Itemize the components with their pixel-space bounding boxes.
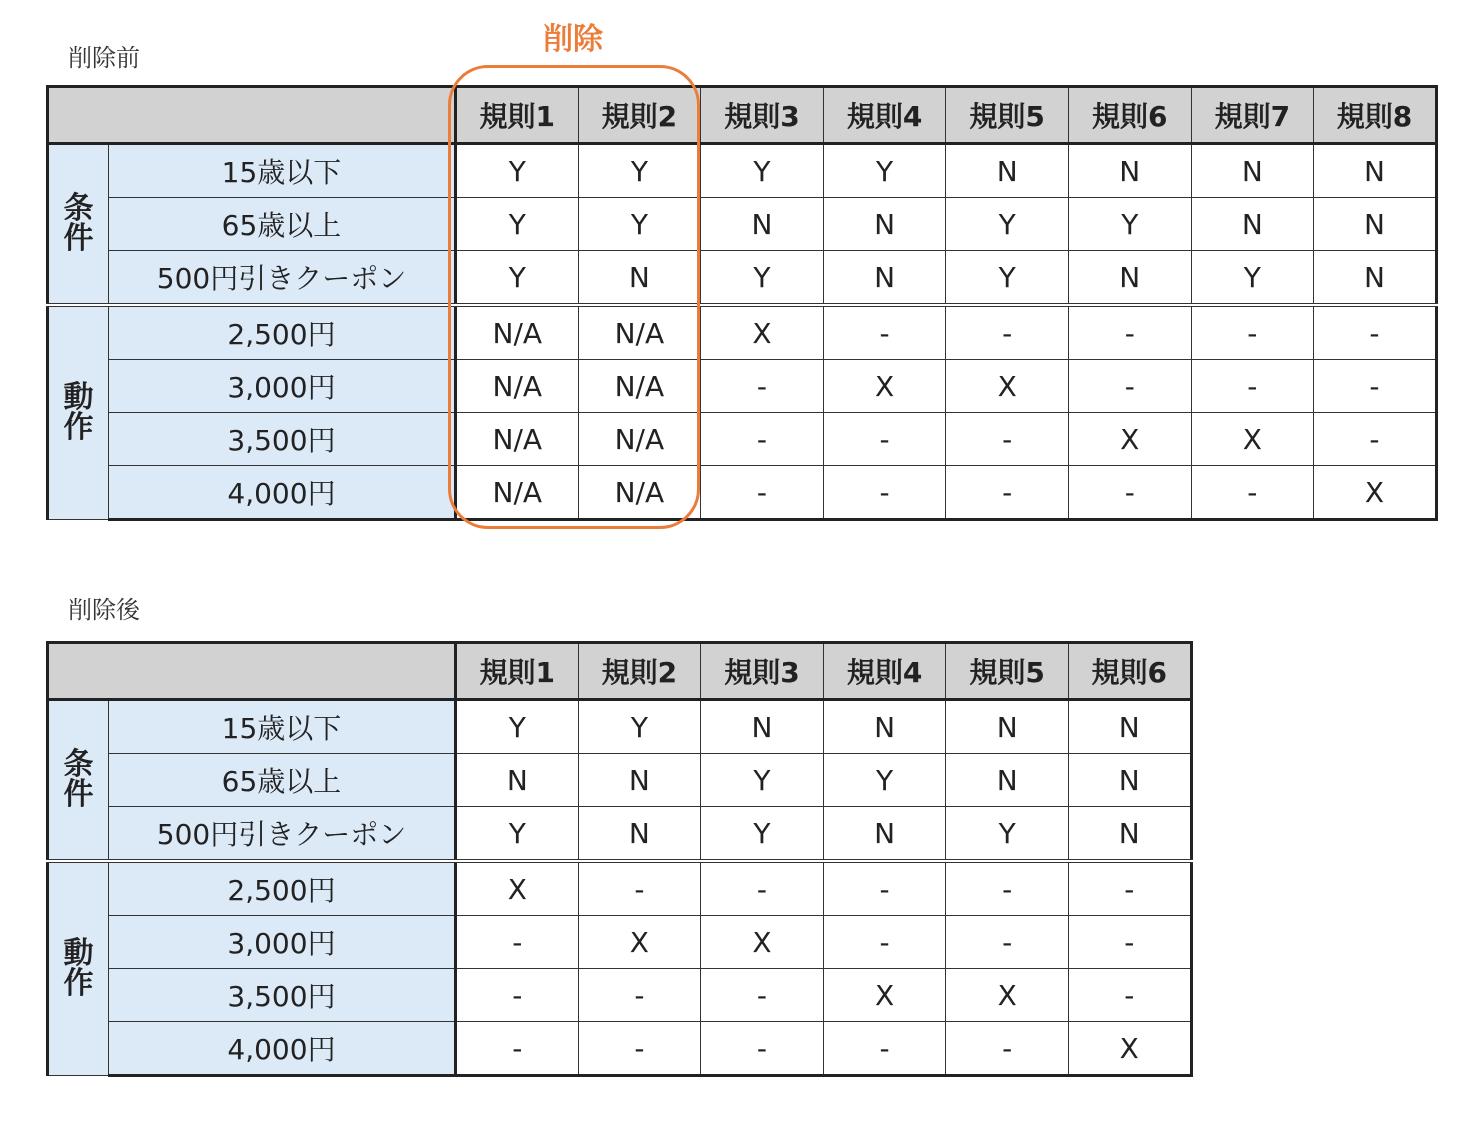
action-value-cell: - [1068, 360, 1191, 413]
action-value-cell: X [823, 360, 946, 413]
action-row [48, 360, 1437, 413]
action-value-cell: N/A [578, 360, 701, 413]
action-value-cell: X [456, 861, 579, 916]
rule-header-6: 規則6 [1068, 87, 1191, 144]
action-value-cell: N/A [578, 413, 701, 466]
rule-header-8: 規則8 [1314, 87, 1437, 144]
action-row [48, 861, 1192, 916]
rule-header-4: 規則4 [823, 87, 946, 144]
action-value-cell: - [1191, 466, 1314, 520]
action-value-cell: - [946, 916, 1069, 969]
action-row [48, 413, 1437, 466]
condition-row [48, 807, 1192, 862]
action-group-char: 動 [63, 936, 94, 971]
after-caption: 削除後 [68, 596, 140, 624]
action-value-cell: - [823, 305, 946, 360]
action-label: 4,000円 [109, 466, 456, 520]
deletion-label: 削除 [543, 22, 603, 57]
rule-header-3: 規則3 [701, 87, 824, 144]
condition-row [48, 144, 1437, 198]
condition-value-cell: N [1068, 754, 1191, 807]
rule-header-1: 規則1 [456, 87, 579, 144]
header-row [48, 643, 1192, 700]
action-value-cell: N/A [456, 413, 579, 466]
condition-value-cell: N [823, 198, 946, 251]
action-value-cell: - [823, 861, 946, 916]
action-value-cell: X [946, 969, 1069, 1022]
condition-value-cell: N [578, 754, 701, 807]
action-value-cell: - [946, 1022, 1069, 1076]
rule-header-2: 規則2 [578, 643, 701, 700]
condition-group-label [48, 144, 109, 306]
action-value-cell: X [578, 916, 701, 969]
condition-value-cell: N [1068, 807, 1191, 862]
action-group-char: 作 [63, 966, 94, 1001]
action-value-cell: - [456, 969, 579, 1022]
condition-value-cell: Y [823, 144, 946, 198]
action-value-cell: - [823, 1022, 946, 1076]
action-value-cell: - [701, 1022, 824, 1076]
condition-value-cell: Y [456, 251, 579, 306]
action-value-cell: - [701, 360, 824, 413]
action-value-cell: - [456, 1022, 579, 1076]
condition-value-cell: N [1314, 198, 1437, 251]
rule-header-4: 規則4 [823, 643, 946, 700]
condition-value-cell: N [1068, 251, 1191, 306]
action-value-cell: N/A [578, 305, 701, 360]
condition-value-cell: N [1314, 251, 1437, 306]
action-value-cell: - [456, 916, 579, 969]
condition-value-cell: Y [456, 198, 579, 251]
rule-header-2: 規則2 [578, 87, 701, 144]
action-value-cell: - [1314, 360, 1437, 413]
action-value-cell: - [1314, 305, 1437, 360]
condition-value-cell: Y [1068, 198, 1191, 251]
action-group-char: 動 [63, 380, 94, 415]
condition-group-label [48, 700, 109, 862]
condition-label: 15歳以下 [109, 700, 456, 754]
action-value-cell: - [946, 466, 1069, 520]
rule-header-5: 規則5 [946, 643, 1069, 700]
condition-label: 500円引きクーポン [109, 251, 456, 306]
action-row [48, 969, 1192, 1022]
action-value-cell: - [701, 861, 824, 916]
action-value-cell: X [1068, 1022, 1191, 1076]
action-row [48, 466, 1437, 520]
condition-value-cell: N [946, 144, 1069, 198]
condition-group-char: 条 [63, 191, 94, 226]
action-value-cell: - [1068, 305, 1191, 360]
condition-value-cell: Y [578, 198, 701, 251]
action-label: 3,500円 [109, 413, 456, 466]
action-value-cell: - [823, 916, 946, 969]
condition-value-cell: N [1068, 700, 1191, 754]
before-caption: 削除前 [68, 44, 140, 72]
action-value-cell: - [1314, 413, 1437, 466]
decision-table-after [46, 641, 1193, 1077]
action-value-cell: - [578, 861, 701, 916]
header-corner-cell [48, 643, 456, 700]
condition-value-cell: N [578, 807, 701, 862]
action-row [48, 916, 1192, 969]
condition-value-cell: Y [946, 251, 1069, 306]
action-value-cell: - [701, 466, 824, 520]
action-value-cell: N/A [456, 305, 579, 360]
condition-row [48, 754, 1192, 807]
condition-group-char: 件 [63, 777, 94, 812]
header-corner-cell [48, 87, 456, 144]
condition-value-cell: N [1191, 144, 1314, 198]
condition-value-cell: Y [701, 144, 824, 198]
action-value-cell: X [946, 360, 1069, 413]
action-group-label [48, 305, 109, 520]
condition-value-cell: N [701, 198, 824, 251]
action-label: 2,500円 [109, 305, 456, 360]
condition-value-cell: Y [456, 144, 579, 198]
action-value-cell: X [1314, 466, 1437, 520]
action-value-cell: - [1191, 360, 1314, 413]
rule-header-3: 規則3 [701, 643, 824, 700]
action-value-cell: X [701, 305, 824, 360]
condition-value-cell: N [823, 251, 946, 306]
action-value-cell: - [1191, 305, 1314, 360]
condition-label: 15歳以下 [109, 144, 456, 198]
condition-value-cell: N [823, 807, 946, 862]
condition-row [48, 700, 1192, 754]
condition-value-cell: Y [578, 144, 701, 198]
condition-label: 65歳以上 [109, 198, 456, 251]
action-value-cell: N/A [456, 360, 579, 413]
action-value-cell: X [701, 916, 824, 969]
condition-value-cell: Y [701, 807, 824, 862]
condition-value-cell: N [1191, 198, 1314, 251]
action-value-cell: - [578, 969, 701, 1022]
action-value-cell: - [701, 413, 824, 466]
action-value-cell: N/A [578, 466, 701, 520]
action-label: 4,000円 [109, 1022, 456, 1076]
action-row [48, 305, 1437, 360]
action-group-char: 作 [63, 410, 94, 445]
action-value-cell: - [1068, 969, 1191, 1022]
action-value-cell: X [1191, 413, 1314, 466]
condition-value-cell: Y [946, 807, 1069, 862]
header-row [48, 87, 1437, 144]
action-value-cell: - [1068, 861, 1191, 916]
condition-value-cell: Y [946, 198, 1069, 251]
action-value-cell: - [578, 1022, 701, 1076]
action-label: 3,500円 [109, 969, 456, 1022]
condition-row [48, 198, 1437, 251]
condition-value-cell: N [823, 700, 946, 754]
condition-value-cell: Y [1191, 251, 1314, 306]
action-value-cell: N/A [456, 466, 579, 520]
action-label: 3,000円 [109, 360, 456, 413]
condition-value-cell: N [1314, 144, 1437, 198]
action-group-label [48, 861, 109, 1076]
condition-value-cell: Y [578, 700, 701, 754]
action-label: 3,000円 [109, 916, 456, 969]
condition-value-cell: N [946, 754, 1069, 807]
condition-group-char: 条 [63, 747, 94, 782]
condition-label: 500円引きクーポン [109, 807, 456, 862]
condition-group-char: 件 [63, 221, 94, 256]
action-value-cell: - [1068, 916, 1191, 969]
action-value-cell: - [1068, 466, 1191, 520]
condition-value-cell: Y [701, 754, 824, 807]
condition-row [48, 251, 1437, 306]
condition-value-cell: N [578, 251, 701, 306]
action-row [48, 1022, 1192, 1076]
rule-header-5: 規則5 [946, 87, 1069, 144]
action-value-cell: - [946, 861, 1069, 916]
action-value-cell: - [701, 969, 824, 1022]
condition-value-cell: Y [456, 700, 579, 754]
condition-value-cell: N [701, 700, 824, 754]
action-value-cell: X [823, 969, 946, 1022]
condition-label: 65歳以上 [109, 754, 456, 807]
condition-value-cell: N [1068, 144, 1191, 198]
rule-header-7: 規則7 [1191, 87, 1314, 144]
condition-value-cell: Y [701, 251, 824, 306]
condition-value-cell: N [946, 700, 1069, 754]
condition-value-cell: Y [456, 807, 579, 862]
action-label: 2,500円 [109, 861, 456, 916]
decision-table-before [46, 85, 1438, 521]
condition-value-cell: N [456, 754, 579, 807]
action-value-cell: - [823, 413, 946, 466]
rule-header-1: 規則1 [456, 643, 579, 700]
action-value-cell: - [946, 413, 1069, 466]
rule-header-6: 規則6 [1068, 643, 1191, 700]
action-value-cell: - [823, 466, 946, 520]
action-value-cell: X [1068, 413, 1191, 466]
condition-value-cell: Y [823, 754, 946, 807]
action-value-cell: - [946, 305, 1069, 360]
